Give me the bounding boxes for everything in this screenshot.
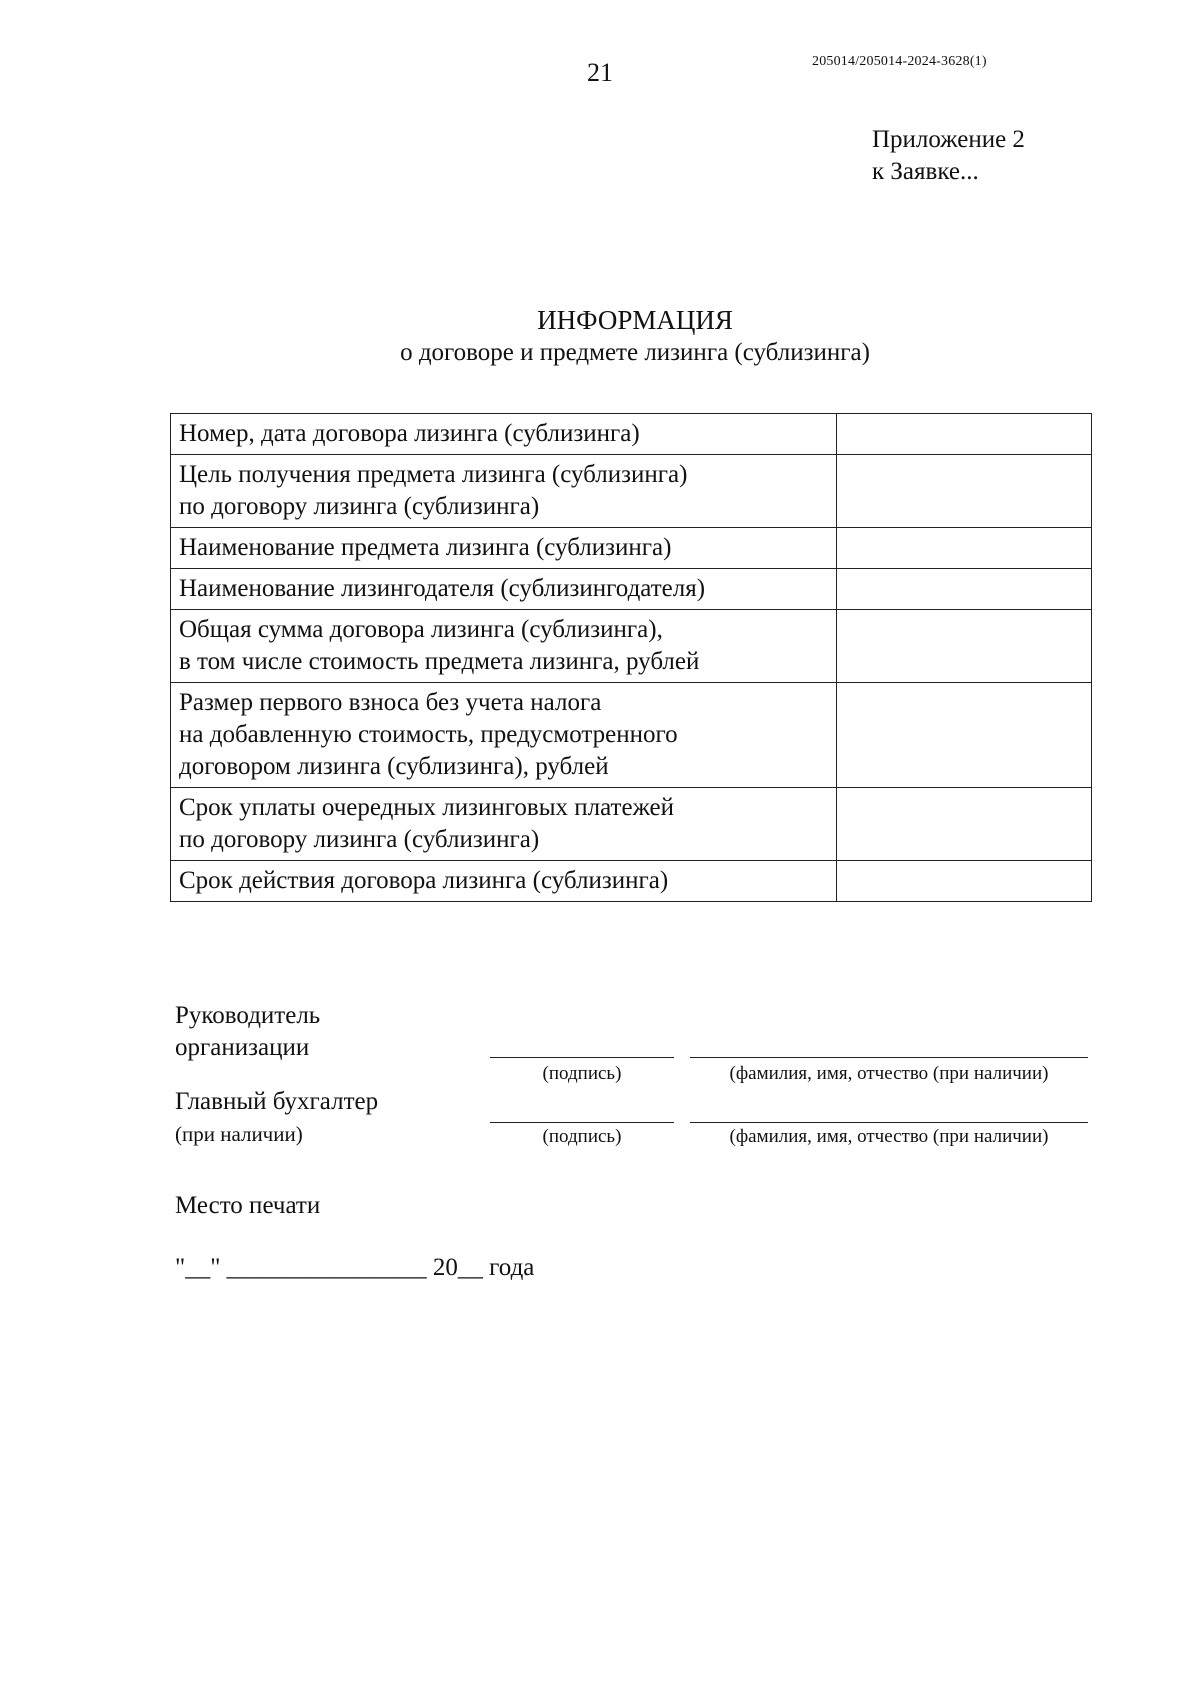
head-name-caption: (фамилия, имя, отчество (при наличии) [729, 1063, 1049, 1084]
stamp-place-label: Место печати [175, 1192, 321, 1219]
accountant-label-line-2: (при наличии) [175, 1122, 303, 1146]
row-value-cell[interactable] [836, 528, 1091, 569]
head-label-line-1: Руководитель [175, 1002, 321, 1029]
table-row [171, 569, 1092, 610]
document-title: ИНФОРМАЦИЯ [537, 305, 733, 335]
row-label-line: Цель получения предмета лизинга (сублизинга) [179, 461, 688, 488]
accountant-name-line[interactable] [690, 1122, 1088, 1123]
row-label-cell [171, 683, 837, 788]
head-name-line[interactable] [690, 1057, 1088, 1058]
row-label-line: Номер, дата договора лизинга (сублизинга) [179, 420, 640, 447]
row-label-line: Общая сумма договора лизинга (сублизинга), [179, 616, 663, 643]
row-label-cell [171, 861, 837, 902]
row-label-cell [171, 455, 837, 528]
row-label-cell [171, 569, 837, 610]
date-line[interactable]: "__" ________________ 20__ года [175, 1254, 535, 1281]
appendix-line-2: к Заявке... [872, 158, 979, 185]
row-label-line: договором лизинга (сублизинга), рублей [179, 753, 609, 780]
row-label-line: на добавленную стоимость, предусмотренного [179, 721, 678, 748]
row-value-cell[interactable] [836, 610, 1091, 683]
document-subtitle: о договоре и предмете лизинга (сублизинга) [400, 339, 870, 366]
page-number: 21 [587, 58, 613, 87]
accountant-name-caption: (фамилия, имя, отчество (при наличии) [729, 1126, 1049, 1147]
lease-info-table [170, 413, 1092, 902]
row-value-cell[interactable] [836, 569, 1091, 610]
row-value-cell[interactable] [836, 455, 1091, 528]
row-label-cell [171, 610, 837, 683]
table-row [171, 610, 1092, 683]
row-label-cell [171, 414, 837, 455]
appendix-note [872, 124, 1025, 188]
table-row [171, 788, 1092, 861]
table-row [171, 528, 1092, 569]
row-label-line: Наименование предмета лизинга (сублизинга) [179, 534, 672, 561]
table-row [171, 861, 1092, 902]
row-label-line: по договору лизинга (сублизинга) [179, 826, 540, 853]
document-id: 205014/205014-2024-3628(1) [812, 54, 987, 69]
table-row [171, 683, 1092, 788]
head-label-line-2: организации [175, 1034, 310, 1061]
accountant-signature-caption: (подпись) [542, 1126, 622, 1147]
accountant-label-line-1: Главный бухгалтер [175, 1088, 379, 1115]
row-label-line: Срок действия договора лизинга (сублизинга) [179, 867, 669, 894]
appendix-line-1: Приложение 2 [872, 126, 1025, 153]
head-signature-line[interactable] [490, 1057, 674, 1058]
row-label-line: в том числе стоимость предмета лизинга, рублей [179, 648, 700, 675]
row-value-cell[interactable] [836, 788, 1091, 861]
row-label-line: по договору лизинга (сублизинга) [179, 493, 540, 520]
table-row [171, 455, 1092, 528]
row-label-cell [171, 788, 837, 861]
head-signature-caption: (подпись) [542, 1063, 622, 1084]
row-value-cell[interactable] [836, 683, 1091, 788]
row-label-line: Наименование лизингодателя (сублизингодателя) [179, 575, 706, 602]
row-label-cell [171, 528, 837, 569]
row-value-cell[interactable] [836, 861, 1091, 902]
table-row [171, 414, 1092, 455]
row-label-line: Срок уплаты очередных лизинговых платежей [179, 794, 674, 821]
row-label-line: Размер первого взноса без учета налога [179, 689, 602, 716]
row-value-cell[interactable] [836, 414, 1091, 455]
accountant-signature-line[interactable] [490, 1122, 674, 1123]
